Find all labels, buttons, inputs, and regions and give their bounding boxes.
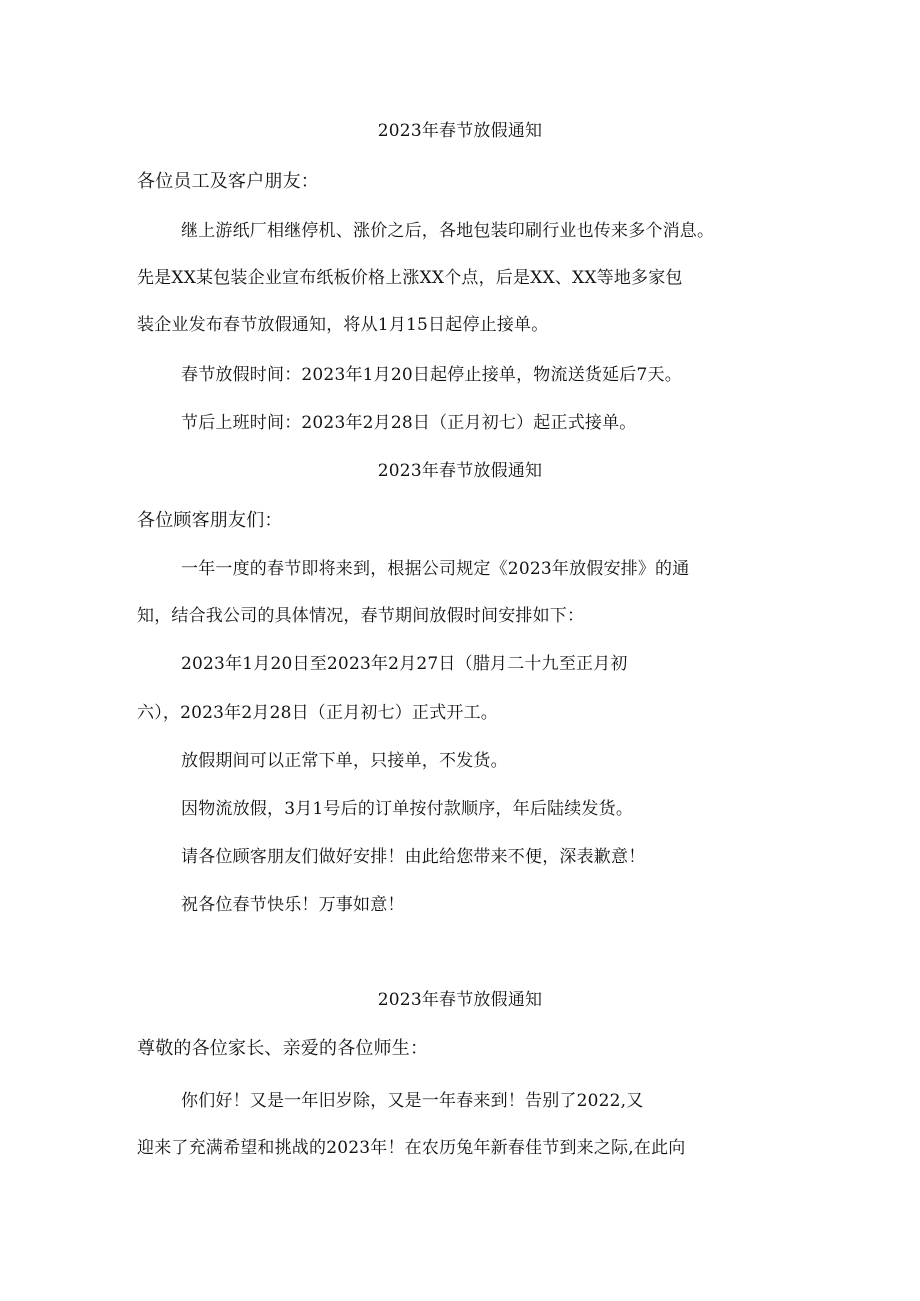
notice-2-line-7: 请各位顾客朋友们做好安排！由此给您带来不便，深表歉意！ xyxy=(181,847,646,867)
notice-2-line-1: 一年一度的春节即将来到，根据公司规定《2023年放假安排》的通 xyxy=(181,559,690,579)
notice-1-line-2: 先是XX某包装企业宣布纸板价格上涨XX个点，后是XX、XX等地多家包 xyxy=(137,268,683,288)
notice-2-line-4: 六），2023年2月28日（正月初七）正式开工。 xyxy=(137,703,499,723)
notice-2-line-3: 2023年1月20日至2023年2月27日（腊月二十九至正月初 xyxy=(181,654,628,674)
notice-2-line-5: 放假期间可以正常下单，只接单，不发货。 xyxy=(181,751,508,771)
notice-2-line-2: 知，结合我公司的具体情况，春节期间放假时间安排如下： xyxy=(137,606,585,626)
notice-1-line-3: 装企业发布春节放假通知，将从1月15日起停止接单。 xyxy=(137,315,549,335)
notice-1-line-4: 春节放假时间：2023年1月20日起停止接单，物流送货延后7天。 xyxy=(181,365,682,385)
notice-3-line-2: 迎来了充满希望和挑战的2023年！在农历兔年新春佳节到来之际,在此向 xyxy=(137,1138,686,1158)
notice-1-line-5: 节后上班时间：2023年2月28日（正月初七）起正式接单。 xyxy=(181,413,637,433)
notice-1-line-1: 继上游纸厂相继停机、涨价之后，各地包装印刷行业也传来多个消息。 xyxy=(181,221,715,241)
notice-3-salutation: 尊敬的各位家长、亲爱的各位师生： xyxy=(137,1038,429,1059)
notice-3-line-1: 你们好！又是一年旧岁除，又是一年春来到！告别了2022,又 xyxy=(181,1091,644,1111)
notice-2-line-6: 因物流放假，3月1号后的订单按付款顺序，年后陆续发货。 xyxy=(181,799,634,819)
notice-2-line-8: 祝各位春节快乐！万事如意！ xyxy=(181,895,405,915)
notice-1-title: 2023年春节放假通知 xyxy=(377,121,543,141)
notice-3-title: 2023年春节放假通知 xyxy=(377,990,543,1010)
notice-2-salutation: 各位顾客朋友们： xyxy=(137,510,283,531)
notice-1-salutation: 各位员工及客户朋友： xyxy=(137,171,319,192)
notice-2-title: 2023年春节放假通知 xyxy=(377,461,543,481)
